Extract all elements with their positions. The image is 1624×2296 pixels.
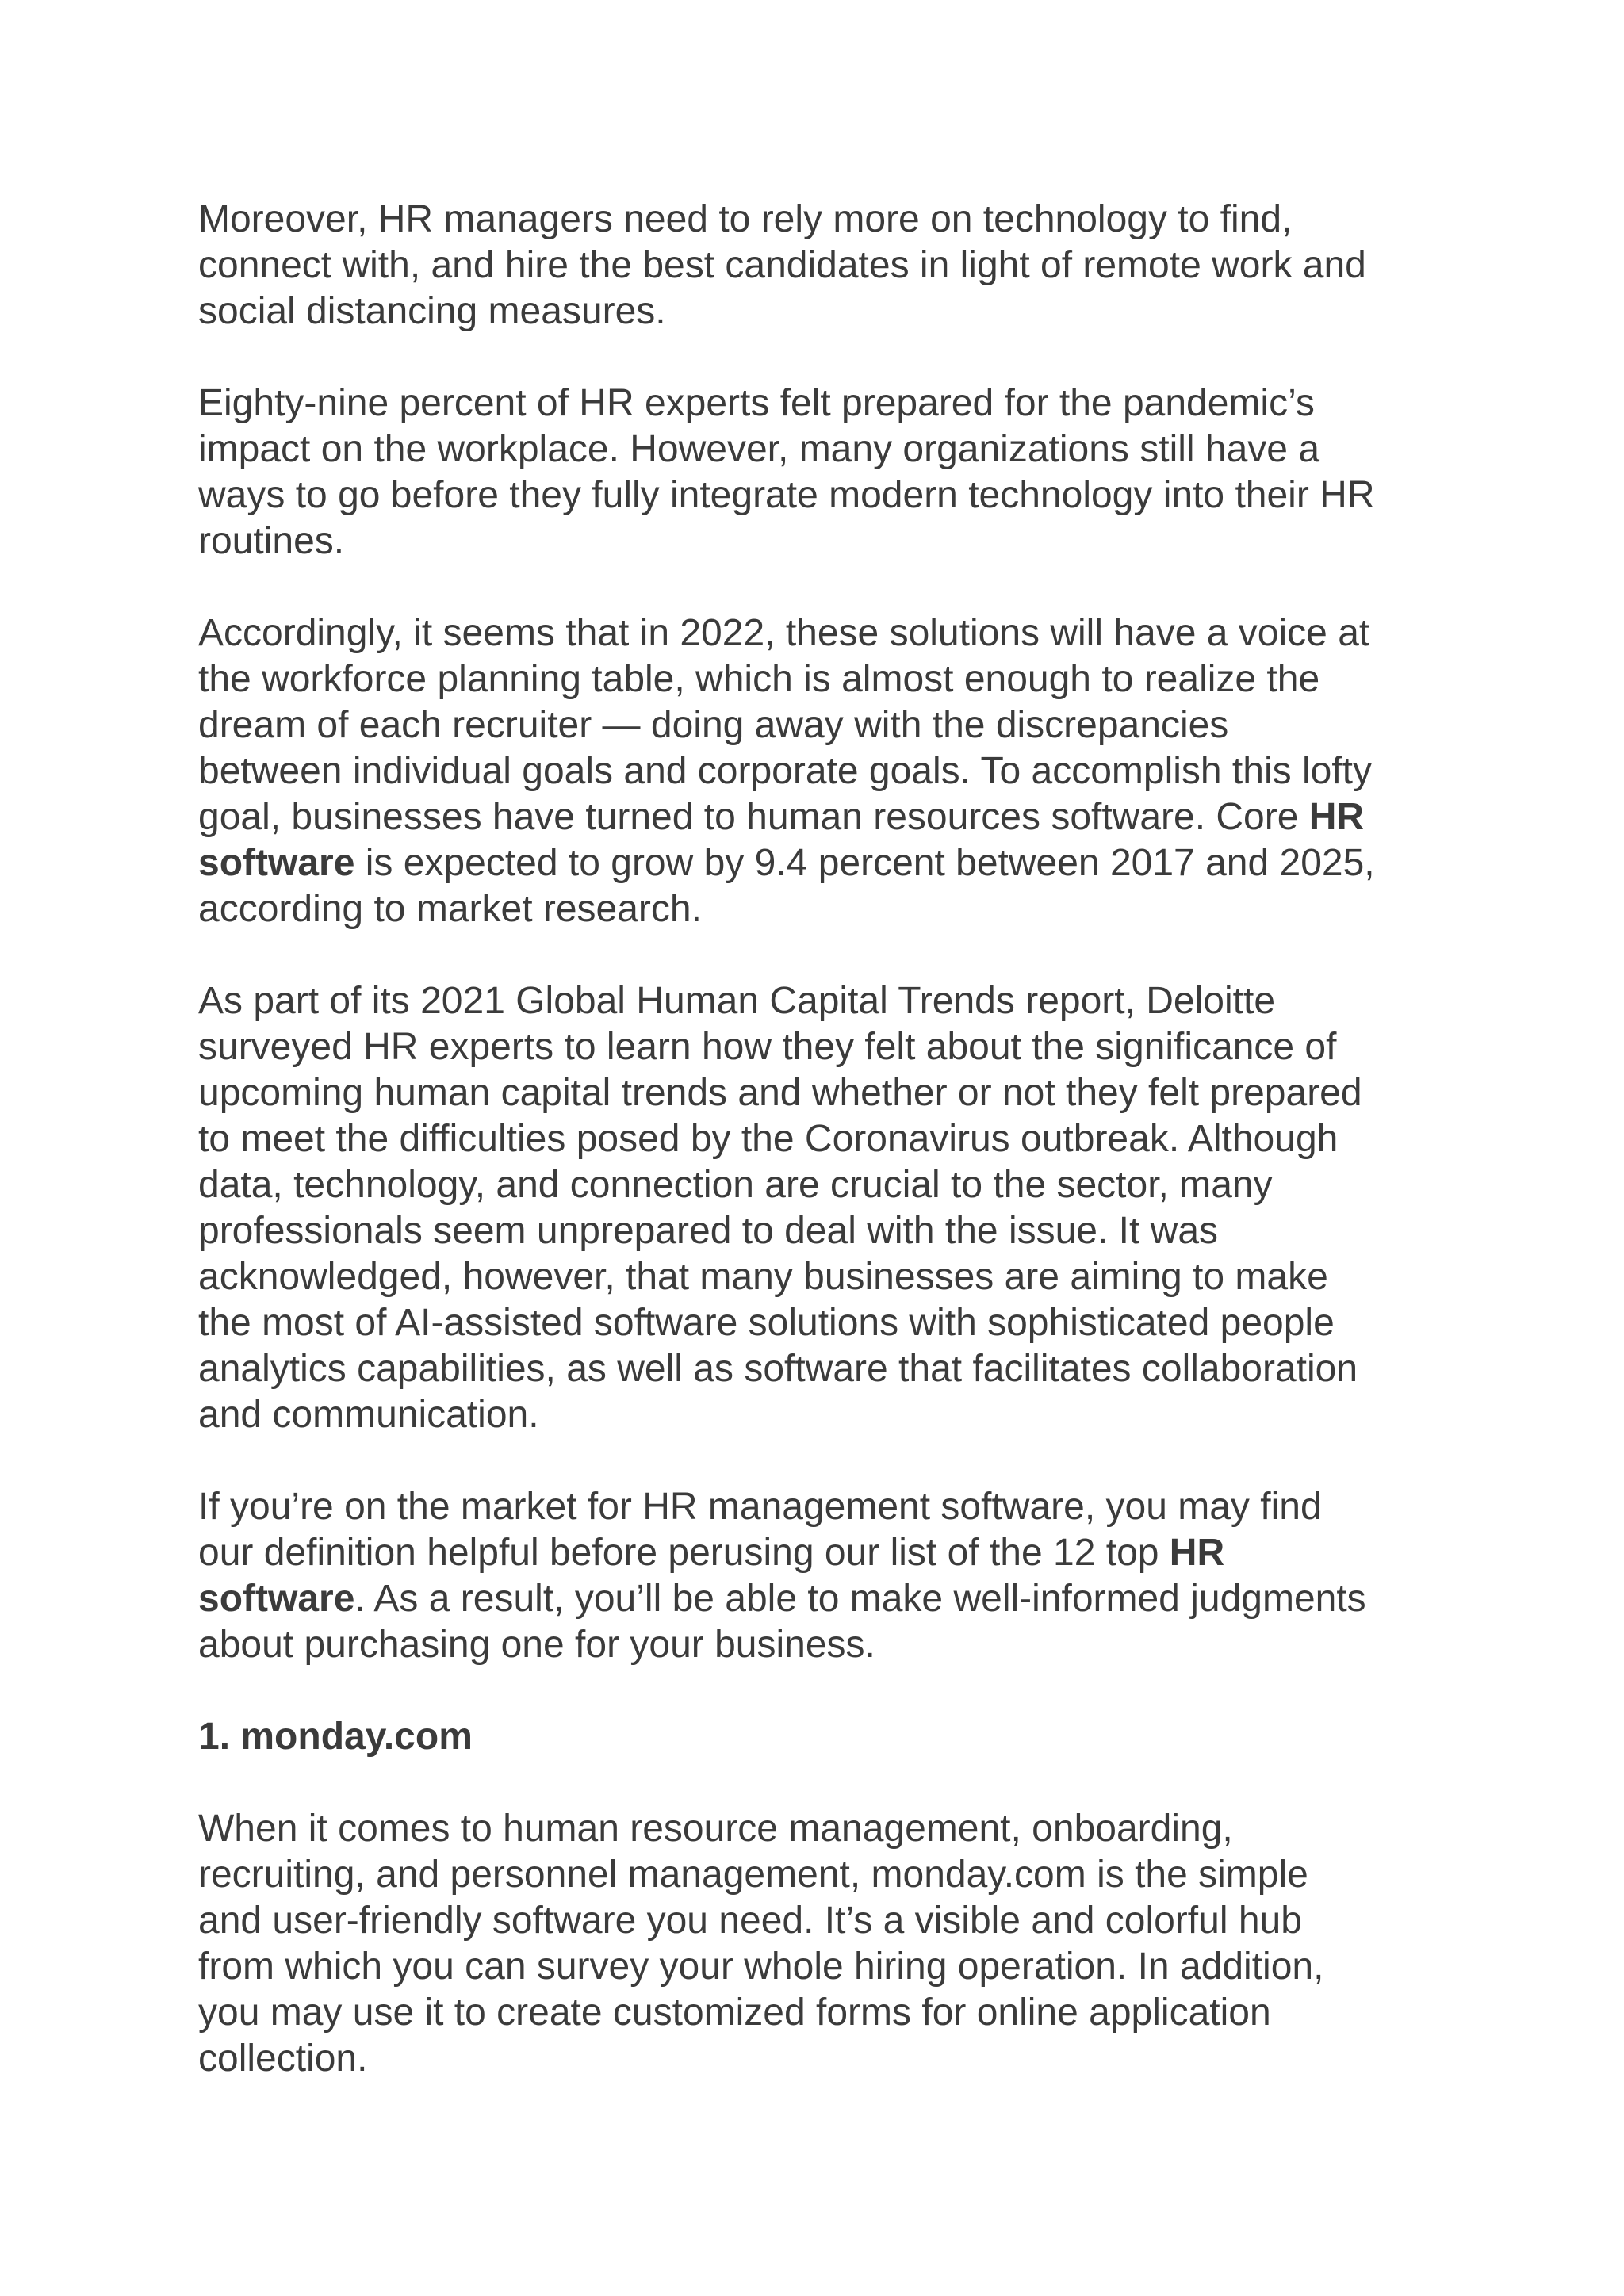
paragraph-text: Eighty-nine percent of HR experts felt prepared for the pandemic’s impact on the workplace. However, many organizations still have a ways to go before they fully integrate modern technology into their HR routines. [198, 382, 1375, 562]
bold-term-hr-software: HR software [198, 796, 1365, 884]
paragraph-hr-preparedness [198, 381, 1467, 564]
paragraph-definition-intro [198, 1484, 1467, 1668]
paragraph-text: is expected to grow by 9.4 percent between 2017 and 2025, according to market research. [198, 842, 1375, 930]
paragraph-text: If you’re on the market for HR management software, you may find our definition helpful before perusing our list of the 12 top [198, 1486, 1322, 1574]
paragraph-workforce-planning [198, 610, 1467, 932]
document-body [198, 197, 1467, 2128]
paragraph-text: When it comes to human resource management, onboarding, recruiting, and personnel management, monday.com is the simple and user-friendly software you need. It’s a visible and colorful hub from which you can survey your whole hiring operation. In addition, you may use it to create customized forms for online application collection. [198, 1808, 1324, 2080]
paragraph-text: Accordingly, it seems that in 2022, these solutions will have a voice at the workforce planning table, which is almost enough to realize the dream of each recruiter — doing away with the discrepancies between individual goals and corporate goals. To accomplish this lofty goal, businesses have turned to human resources software. Core [198, 612, 1372, 838]
bold-term-hr-software: HR software [198, 1532, 1225, 1620]
paragraph-monday-description [198, 1806, 1467, 2082]
paragraph-text: As part of its 2021 Global Human Capital Trends report, Deloitte surveyed HR experts to learn how they felt about the significance of upcoming human capital trends and whether or not they felt prepared to meet the difficulties posed by the Coronavirus outbreak. Although data, technology, and connection are crucial to the sector, many professionals seem unprepared to deal with the issue. It was acknowledged, however, that many businesses are aiming to make the most of AI-assisted software solutions with sophisticated people analytics capabilities, as well as software that facilitates collaboration and communication. [198, 980, 1362, 1436]
paragraph-text: Moreover, HR managers need to rely more on technology to find, connect with, and hire the best candidates in light of remote work and social distancing measures. [198, 198, 1366, 332]
paragraph-remote-hiring [198, 197, 1467, 335]
section-heading-monday: 1. monday.com [198, 1716, 473, 1758]
paragraph-deloitte-report [198, 978, 1467, 1438]
paragraph-text: . As a result, you’ll be able to make well-informed judgments about purchasing one for your business. [198, 1578, 1366, 1666]
